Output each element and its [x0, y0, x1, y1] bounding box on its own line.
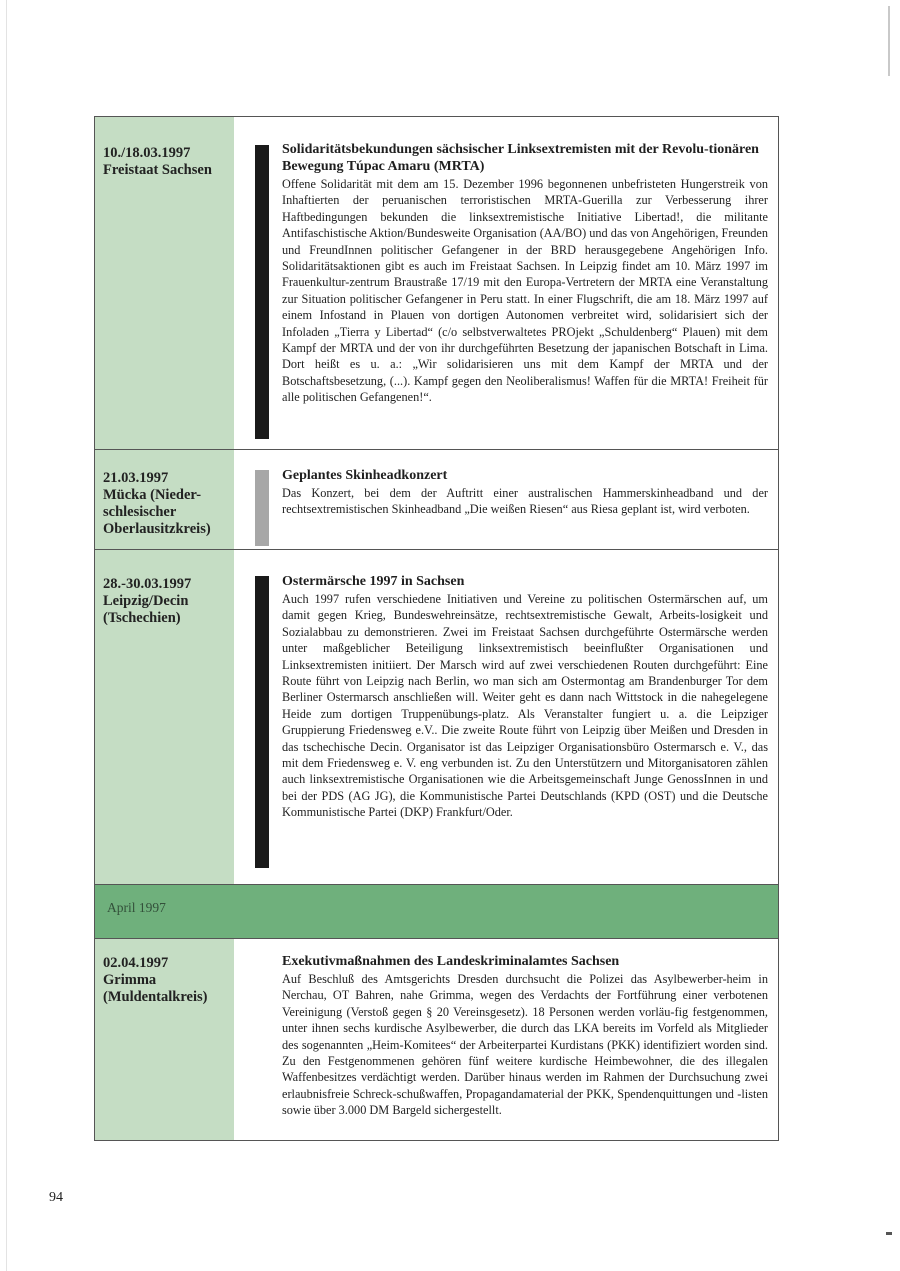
entry-body: Auf Beschluß des Amtsgerichts Dresden durchsucht die Polizei das Asylbewerber-heim in Nerchau, OT Bahren, nahe Grimma, wegen des Verdachts der Fortführung einer verbotenen Vereinigung (Verstoß gegen § 20 Vereinsgesetz). 18 Personen werden vorläu-fig festgenommen, unter ihnen sechs kurdische Asylbewerber, die durch das LKA bereits im Vorfeld als Mitglieder des sogenannten „Heim-Komitees“ der Arbeiterpartei Kurdistans (PKK) identifiziert worden sind. Zu den Festgenommenen gehören fünf weitere kurdische Heimbewohner, die des illegalen Waffenbesitzes verdächtigt werden. Darüber hinaus werden im Rahmen der Durchsuchung zwei erlaubnisfreie Schreck-schußwaffen, Propagandamaterial der PKK, Spendenquittungen und -listen sowie über 3.000 DM Bargeld sichergestellt. — [282, 972, 768, 1118]
entry-text — [282, 141, 768, 406]
entry-date: 21.03.1997 Mücka (Nieder- schlesischer Oberlausitzkreis) — [103, 470, 211, 537]
table-row — [95, 117, 778, 450]
entry-title: Exekutivmaßnahmen des Landeskriminalamtes Sachsen — [282, 954, 620, 969]
table-row — [95, 550, 778, 885]
entry-body: Das Konzert, bei dem der Auftritt einer australischen Hammerskinheadband und der rechtsextremistischen Skinheadband „Die weißen Riesen“ aus Riesa geplant ist, wird verboten. — [282, 486, 768, 517]
entry-title: Geplantes Skinheadkonzert — [282, 468, 448, 483]
scan-edge-mark-bottom — [886, 1232, 892, 1235]
entry-date: 02.04.1997 Grimma (Muldentalkreis) — [103, 955, 208, 1005]
entry-text — [282, 467, 768, 518]
entry-text — [282, 573, 768, 821]
date-cell — [95, 450, 234, 549]
table-row — [95, 939, 778, 1140]
entry-body: Offene Solidarität mit dem am 15. Dezember 1996 begonnenen unbefristeten Hungerstreik von Inhaftierten der peruanischen terroristischen MRTA-Guerilla zur Verbesserung ihrer Haftbedingungen bekunden die linksextremistische Initiative Libertad!, die militante Antifaschistische Aktion/Bundesweite Organisation (AA/BO) und das von Angehörigen, Freunden und FreundInnen politischer Gefangener in der BRD herausgegebene Angehörigen Info. Solidaritätsaktionen gibt es auch im Freistaat Sachsen. In Leipzig findet am 10. März 1997 im Frauenkultur-zentrum Braustraße 17/19 mit den Europa-Vertretern der MRTA eine Veranstaltung zur Situation politischer Gefangener in Peru statt. In einer Flugschrift, die am 18. März 1997 auf einem Infostand in Plauen von dortigen Autonomen verbreitet wird, solidarisiert sich der Infoladen „Tierra y Libertad“ (c/o selbstverwaltetes PROjekt „Schuldenberg“ Plauen) mit dem Kampf der MRTA und der von ihr durchgeführten Besetzung der japanischen Botschaft in Lima. Dort heißt es u. a.: „Wir solidarisieren uns mit dem Kampf der MRTA und der Botschaftsbesetzung, (...). Kampf gegen den Neoliberalismus! Waffen für die MRTA! Freiheit für alle politischen Gefangenen!“. — [282, 177, 768, 405]
entry-text — [282, 953, 768, 1119]
date-cell — [95, 117, 234, 449]
scan-edge-line — [6, 0, 7, 1271]
entry-date: 28.-30.03.1997 Leipzig/Decin (Tschechien) — [103, 576, 192, 626]
importance-bar — [255, 576, 269, 868]
date-cell — [95, 939, 234, 1140]
entry-title: Ostermärsche 1997 in Sachsen — [282, 574, 465, 589]
entry-body: Auch 1997 rufen verschiedene Initiativen und Vereine zu politischen Ostermärschen auf, um damit gegen Krieg, Bundeswehreinsätze, rechtsextremistische Gewalt, Arbeits-losigkeit und Sozialabbau zu demonstrieren. Zwei im Freistaat Sachsen durchgeführte Ostermärsche werden unter maßgeblicher Beteiligung linksextremistisch beeinflußter Organisationen und Linksextremisten initiiert. Der Marsch wird auf zwei verschiedenen Routen durchgeführt: Eine Route führt von Leipzig nach Berlin, wo man sich am Ostermontag am Brandenburger Tor dem Berliner Ostermarsch anschließen will. Weiter geht es dann nach Wittstock in die nahegelegene Heide zum dortigen Truppenübungs-platz. Als Veranstalter fungiert u. a. die Leipziger Gruppierung Friedensweg e.V.. Die zweite Route führt von Leipzig über Meißen und Dresden in das tschechische Decin. Organisator ist das Leipziger Organisationsbüro Ostermarsch e. V., das mit dem Friedensweg e. V. eng verbunden ist. Zu den Unterstützern und Mitorganisatoren zählen auch linksextremistische Organisationen wie die Arbeitsgemeinschaft Junge GenossInnen in und bei der PDS (AG JG), die Kommunistische Partei Deutschlands (KPD (OST) und die Deutsche Kommunistische Partei (DKP) Frankfurt/Oder. — [282, 592, 768, 820]
month-header — [95, 885, 778, 939]
entry-title: Solidaritätsbekundungen sächsischer Linksextremisten mit der Revolu-tionären Bewegung Túpac Amaru (MRTA) — [282, 142, 759, 174]
importance-bar — [255, 145, 269, 439]
scan-edge-mark-top — [888, 6, 890, 76]
table-row — [95, 450, 778, 550]
month-header-label: April 1997 — [107, 900, 166, 915]
date-cell — [95, 550, 234, 884]
chronology-table — [94, 116, 779, 1141]
importance-bar — [255, 470, 269, 546]
entry-date: 10./18.03.1997 Freistaat Sachsen — [103, 145, 212, 178]
page-number: 94 — [49, 1190, 63, 1205]
